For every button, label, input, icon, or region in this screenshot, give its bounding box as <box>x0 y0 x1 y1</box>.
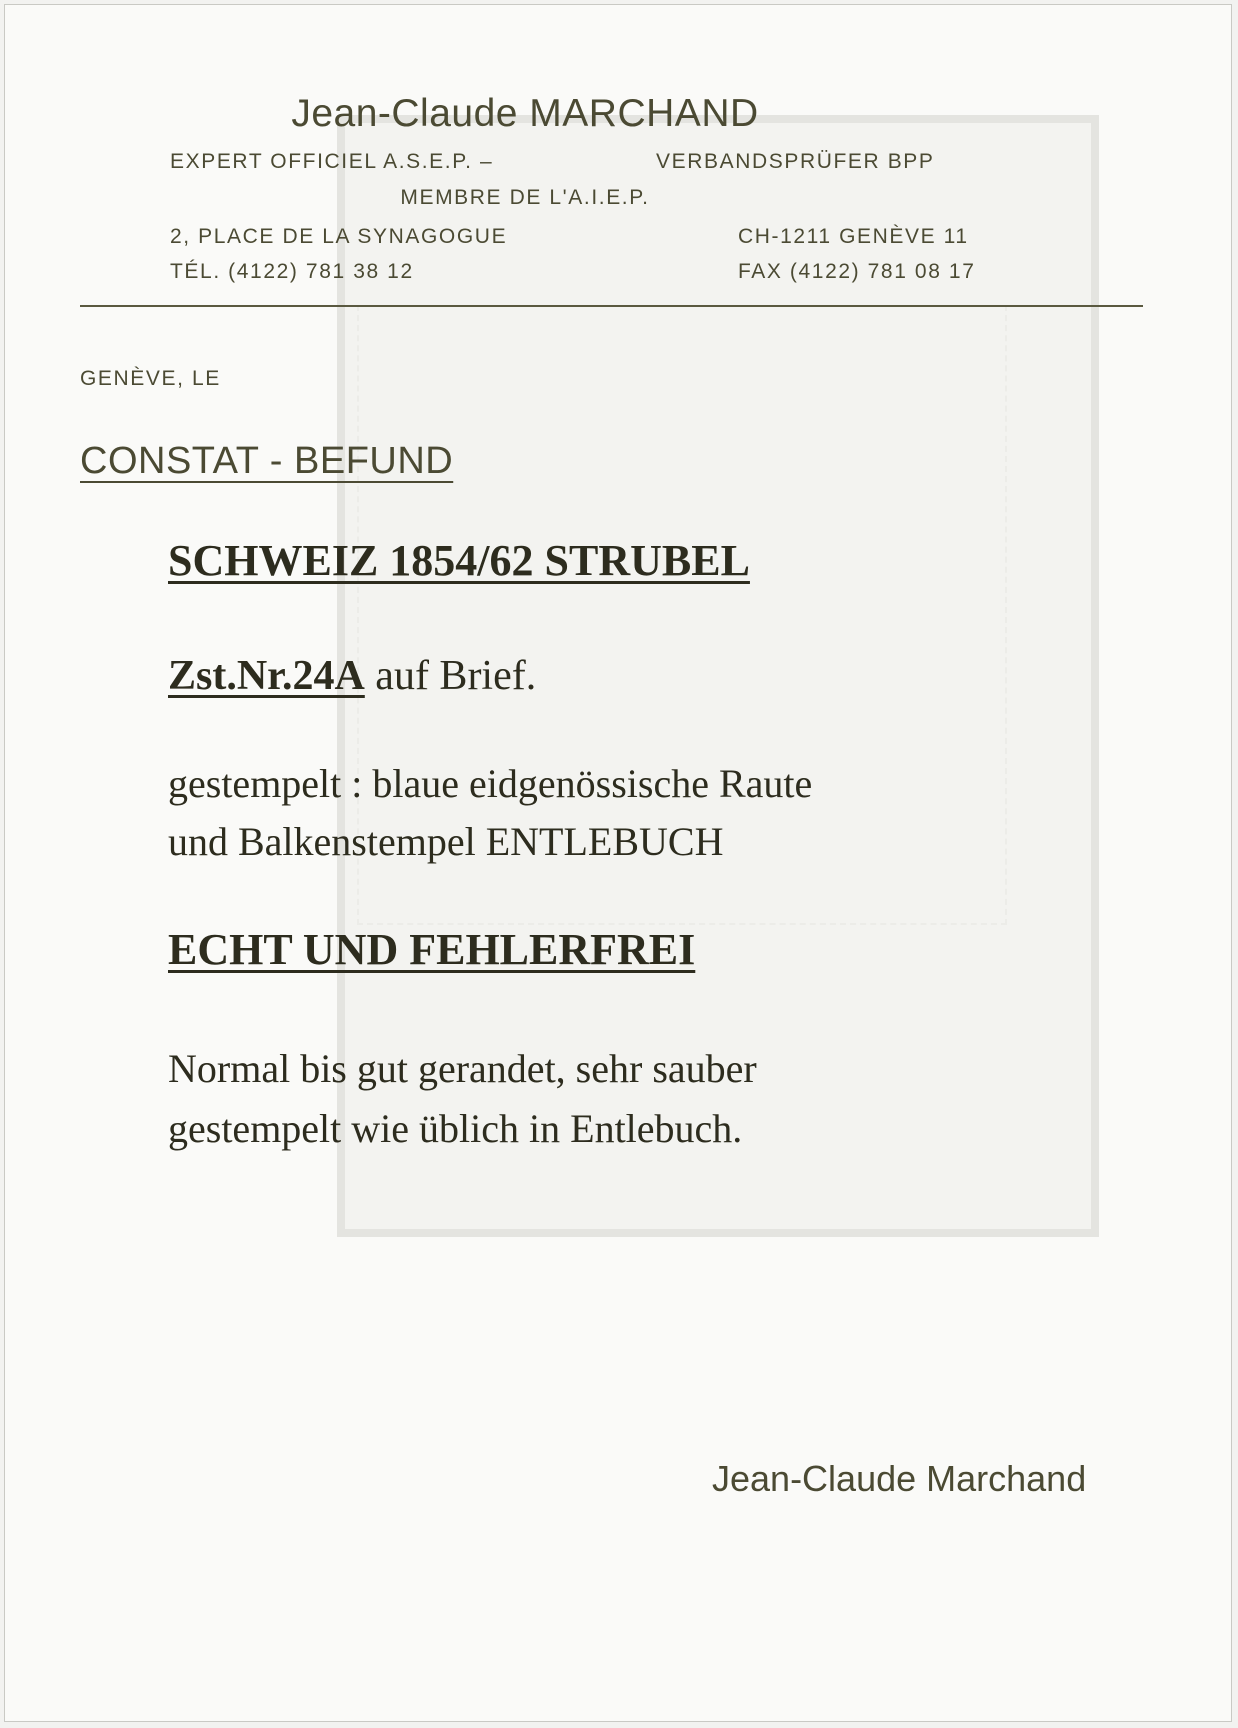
item-suffix: auf Brief. <box>364 653 537 699</box>
phone-number: TÉL. (4122) 781 38 12 <box>170 260 414 283</box>
comment-line-2: gestempelt wie üblich in Entlebuch. <box>168 1106 743 1151</box>
comment-line-1: Normal bis gut gerandet, sehr sauber <box>168 1046 757 1091</box>
item-line <box>168 652 536 700</box>
fax-number: FAX (4122) 781 08 17 <box>738 260 976 283</box>
header-divider <box>80 305 1143 307</box>
credentials-right: VERBANDSPRÜFER BPP <box>656 150 935 173</box>
letterhead-name: Jean-Claude MARCHAND <box>291 92 759 135</box>
verdict-heading: ECHT UND FEHLERFREI <box>168 925 696 974</box>
address-city: CH-1211 GENÈVE 11 <box>738 225 969 248</box>
signature-name: Jean-Claude Marchand <box>712 1458 1087 1499</box>
document-type-title: CONSTAT - BEFUND <box>80 440 454 482</box>
membership: MEMBRE DE L'A.I.E.P. <box>400 186 650 209</box>
place-date: GENÈVE, LE <box>80 367 221 390</box>
subject-heading: SCHWEIZ 1854/62 STRUBEL <box>168 536 750 585</box>
cancellation-line-2: und Balkenstempel ENTLEBUCH <box>168 819 724 864</box>
address-street: 2, PLACE DE LA SYNAGOGUE <box>170 225 508 248</box>
item-number: Zst.Nr.24A <box>168 653 365 699</box>
cancellation-line-1: gestempelt : blaue eidgenössische Raute <box>168 761 813 806</box>
credentials-left: EXPERT OFFICIEL A.S.E.P. – <box>170 150 494 173</box>
